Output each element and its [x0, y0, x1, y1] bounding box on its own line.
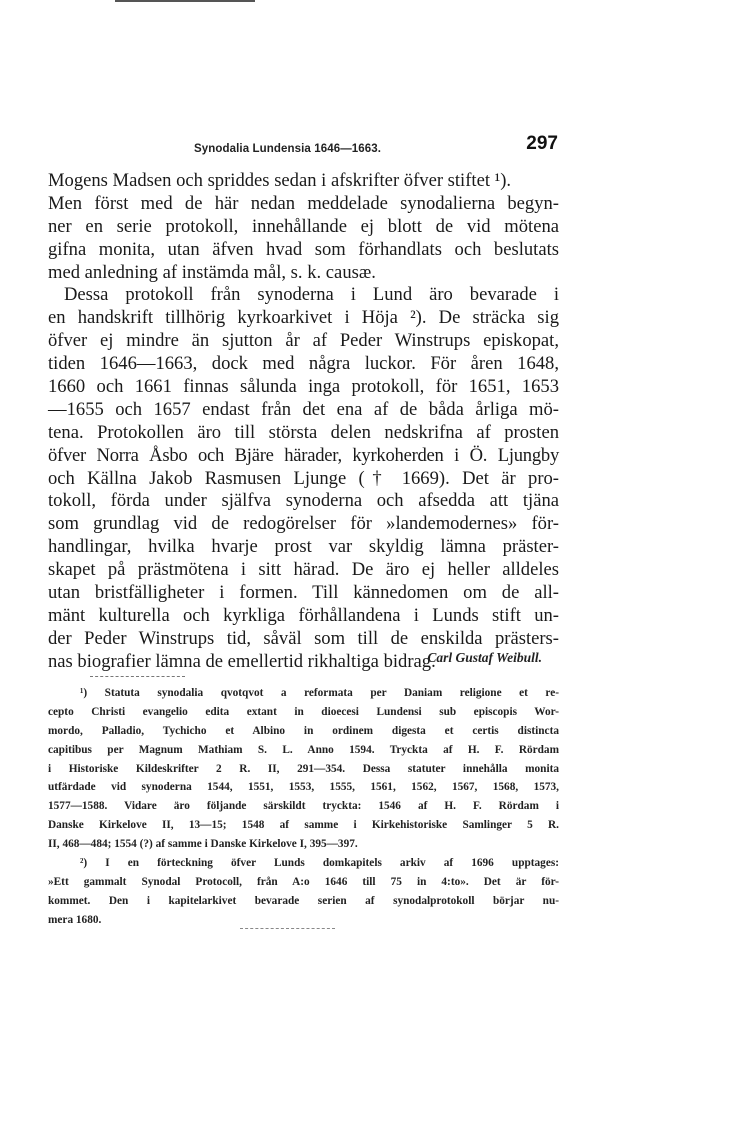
body-line: utan bristfälligheter i formen. Till kännedomen om de all-: [48, 582, 559, 604]
body-line: skapet på prästmötena i sitt härad. De äro ej heller alldeles: [48, 559, 559, 581]
footnote-line: kommet. Den i kapitelarkivet bevarade serien af synodalprotokoll börjar nu-: [48, 894, 559, 907]
body-line: tena. Protokollen äro till största delen nedskrifna af prosten: [48, 421, 559, 443]
body-line: och Källna Jakob Rasmusen Ljunge († 1669). Det är pro-: [48, 467, 559, 489]
footnote-line: ¹) Statuta synodalia qvotqvot a reformata per Daniam religione et re-: [80, 687, 559, 699]
body-line: öfver Norra Åsbo och Bjäre härader, kyrkoherden i Ö. Ljungby: [48, 444, 559, 466]
body-line: som grundlag vid de redogörelser för »landemodernes» för-: [48, 513, 559, 535]
body-line: tokoll, förda under själfva synoderna och afsedda att tjäna: [48, 490, 559, 512]
page-header: [48, 133, 558, 163]
body-line: Mogens Madsen och spriddes sedan i afskrifter öfver stiftet ¹).: [48, 170, 512, 191]
body-line: 1660 och 1661 finnas sålunda inga protokoll, för 1651, 1653: [48, 376, 559, 398]
body-line: nas biografier lämna de emellertid rikhaltiga bidrag.: [48, 650, 436, 672]
footnote-separator: [90, 676, 185, 677]
author-signature: Carl Gustaf Weibull.: [427, 650, 542, 665]
body-line: —1655 och 1657 endast från det ena af de båda årliga mö-: [48, 398, 559, 420]
end-rule: [240, 928, 335, 929]
footnote-line: i Historiske Kildeskrifter 2 R. II, 291—354. Dessa statuter innehålla monita: [48, 762, 559, 775]
footnote-line: II, 468—484; 1554 (?) af samme i Danske Kirkelove I, 395—397.: [48, 838, 358, 851]
body-line: öfver ej mindre än sjutton år af Peder Winstrups episkopat,: [48, 330, 559, 352]
body-line: Men först med de här nedan meddelade synodalierna begyn-: [48, 192, 559, 214]
body-line: Dessa protokoll från synoderna i Lund äro bevarade i: [64, 284, 559, 306]
footnote-line: ²) I en förteckning öfver Lunds domkapitels arkiv af 1696 upptages:: [80, 857, 559, 870]
footnote-line: mera 1680.: [48, 913, 102, 926]
footnote-line: capitibus per Magnum Mathiam S. L. Anno 1594. Tryckta af H. F. Rördam: [48, 743, 559, 756]
top-edge-rule: [115, 0, 255, 2]
body-line: med anledning af instämda mål, s. k. causæ.: [48, 261, 376, 283]
footnote-line: »Ett gammalt Synodal Protocoll, från A:o 1646 till 75 in 4:to». Det är för-: [48, 875, 559, 888]
running-head: Synodalia Lundensia 1646—1663.: [194, 143, 382, 155]
footnote-line: utfärdade vid synoderna 1544, 1551, 1553, 1555, 1561, 1562, 1567, 1568, 1573,: [48, 781, 559, 794]
footnotes: [48, 684, 559, 930]
body-line: ner en serie protokoll, innehållande ej blott de vid mötena: [48, 215, 559, 237]
body-line: gifna monita, utan äfven hvad som förhandlats och beslutats: [48, 238, 559, 260]
footnote-line: Danske Kirkelove II, 13—15; 1548 af samme i Kirkehistoriske Samlinger 5 R.: [48, 819, 559, 832]
body-line: mänt kulturella och kyrkliga förhållandena i Lunds stift un-: [48, 604, 559, 626]
body-line: tiden 1646—1663, dock med några luckor. För åren 1648,: [48, 353, 559, 375]
page-number: 297: [526, 133, 558, 154]
body-line: en handskrift tillhörig kyrkoarkivet i Höja ²). De sträcka sig: [48, 307, 559, 329]
body-text: [48, 170, 559, 674]
footnote-line: 1577—1588. Vidare äro följande särskildt tryckta: 1546 af H. F. Rördam i: [48, 800, 559, 813]
body-line: der Peder Winstrups tid, såväl som till de enskilda prästers-: [48, 627, 559, 649]
body-line: handlingar, hvilka hvarje prost var skyldig lämna präster-: [48, 536, 559, 558]
footnote-line: mordo, Palladio, Tychicho et Albino in ordinem digesta et certis distincta: [48, 724, 559, 737]
footnote-line: cepto Christi evangelio edita extant in dioecesi Lundensi sub episcopis Wor-: [48, 705, 559, 718]
